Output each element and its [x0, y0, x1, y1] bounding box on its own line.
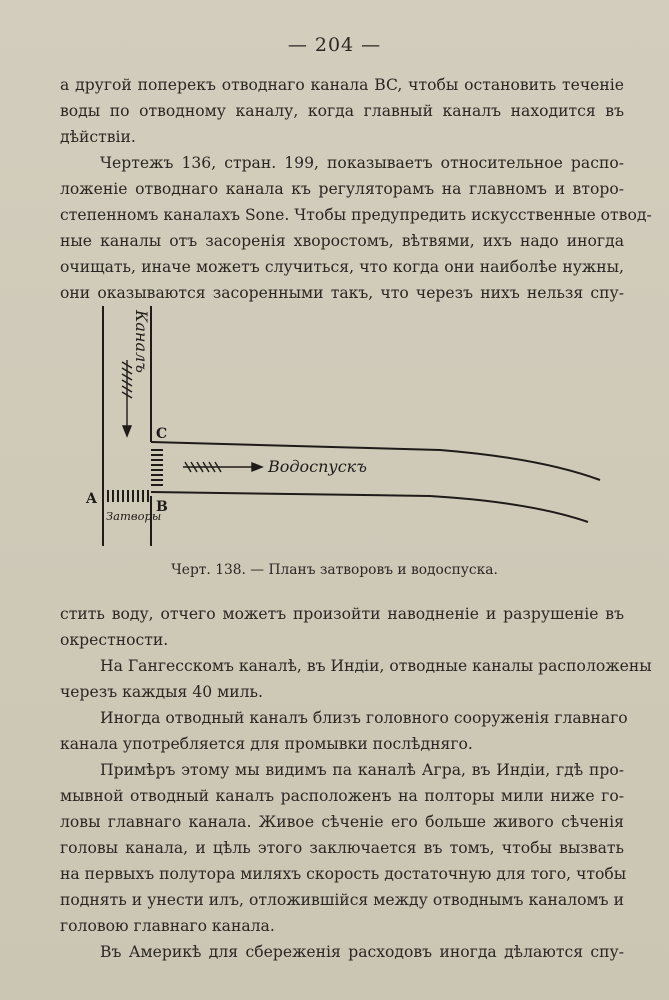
canal-plan-diagram: [0, 290, 669, 560]
text-line: они оказываются засоренными такъ, что черезъ нихъ нельзя спу-: [60, 284, 624, 302]
point-c-label: C: [156, 426, 168, 442]
text-line: черезъ каждыя 40 миль.: [60, 683, 264, 701]
text-line: Въ Америкѣ для сбереженія расходовъ иногда дѣлаются спу-: [100, 943, 624, 961]
text-line: ложеніе отводнаго канала къ регуляторамъ на главномъ и второ-: [60, 180, 624, 198]
text-line: головою главнаго канала.: [60, 917, 275, 935]
text-line: степенномъ каналахъ Sone. Чтобы предупредить искусственные отвод-: [60, 206, 652, 224]
text-line: на первыхъ полутора миляхъ скорость достаточную для того, чтобы: [60, 865, 627, 883]
text-line: Примѣръ этому мы видимъ па каналѣ Агра, въ Индіи, гдѣ про-: [100, 761, 624, 779]
outlet-wall-lower: [151, 492, 588, 522]
text-line: канала употребляется для промывки послѣдняго.: [60, 735, 473, 753]
point-b-label: B: [156, 499, 168, 515]
text-line: а другой поперекъ отводнаго канала BC, чтобы остановить теченіе: [60, 76, 624, 94]
text-line: ные каналы отъ засоренія хворостомъ, вѣтвями, ихъ надо иногда: [60, 232, 624, 250]
outlet-label: Водоспускъ: [268, 457, 367, 476]
text-block-top: [60, 72, 652, 306]
text-line: мывной отводный каналъ расположенъ на полторы мили ниже го-: [60, 787, 624, 805]
text-line: головы канала, и цѣль этого заключается въ томъ, чтобы вызвать: [60, 839, 624, 857]
text-line: стить воду, отчего можетъ произойти наводненіе и разрушеніе въ: [60, 605, 624, 623]
text-line: На Гангесскомъ каналѣ, въ Индіи, отводные каналы расположены: [100, 657, 652, 675]
regulator-bc: [151, 450, 163, 485]
text-line: Чертежъ 136, стран. 199, показываетъ относительное распо-: [100, 154, 624, 172]
text-line: поднять и унести илъ, отложившійся между отводнымъ каналомъ и: [60, 891, 624, 909]
text-line: Иногда отводный каналъ близъ головного сооруженія главнаго: [100, 709, 628, 727]
text-block-bottom: [60, 601, 652, 965]
text-line: очищать, иначе можетъ случиться, что когда они наиболѣе нужны,: [60, 258, 624, 276]
outlet-flow-arrow: [183, 462, 262, 472]
figure-caption: Черт. 138. — Планъ затворовъ и водоспуска.: [171, 562, 498, 578]
canal-label: Каналъ: [132, 310, 151, 373]
outlet-wall-upper: [151, 442, 600, 480]
point-a-label: A: [86, 491, 97, 507]
gates-label: Затворы: [106, 509, 162, 523]
canal-flow-arrow: [122, 360, 132, 436]
text-line: окрестности.: [60, 631, 169, 649]
text-line: воды по отводному каналу, когда главный каналъ находится въ: [60, 102, 624, 120]
text-line: ловы главнаго канала. Живое сѣченіе его больше живого сѣченія: [60, 813, 624, 831]
text-line: дѣйствіи.: [60, 128, 136, 146]
page-number: — 204 —: [287, 34, 382, 56]
regulator-main: [108, 490, 148, 502]
